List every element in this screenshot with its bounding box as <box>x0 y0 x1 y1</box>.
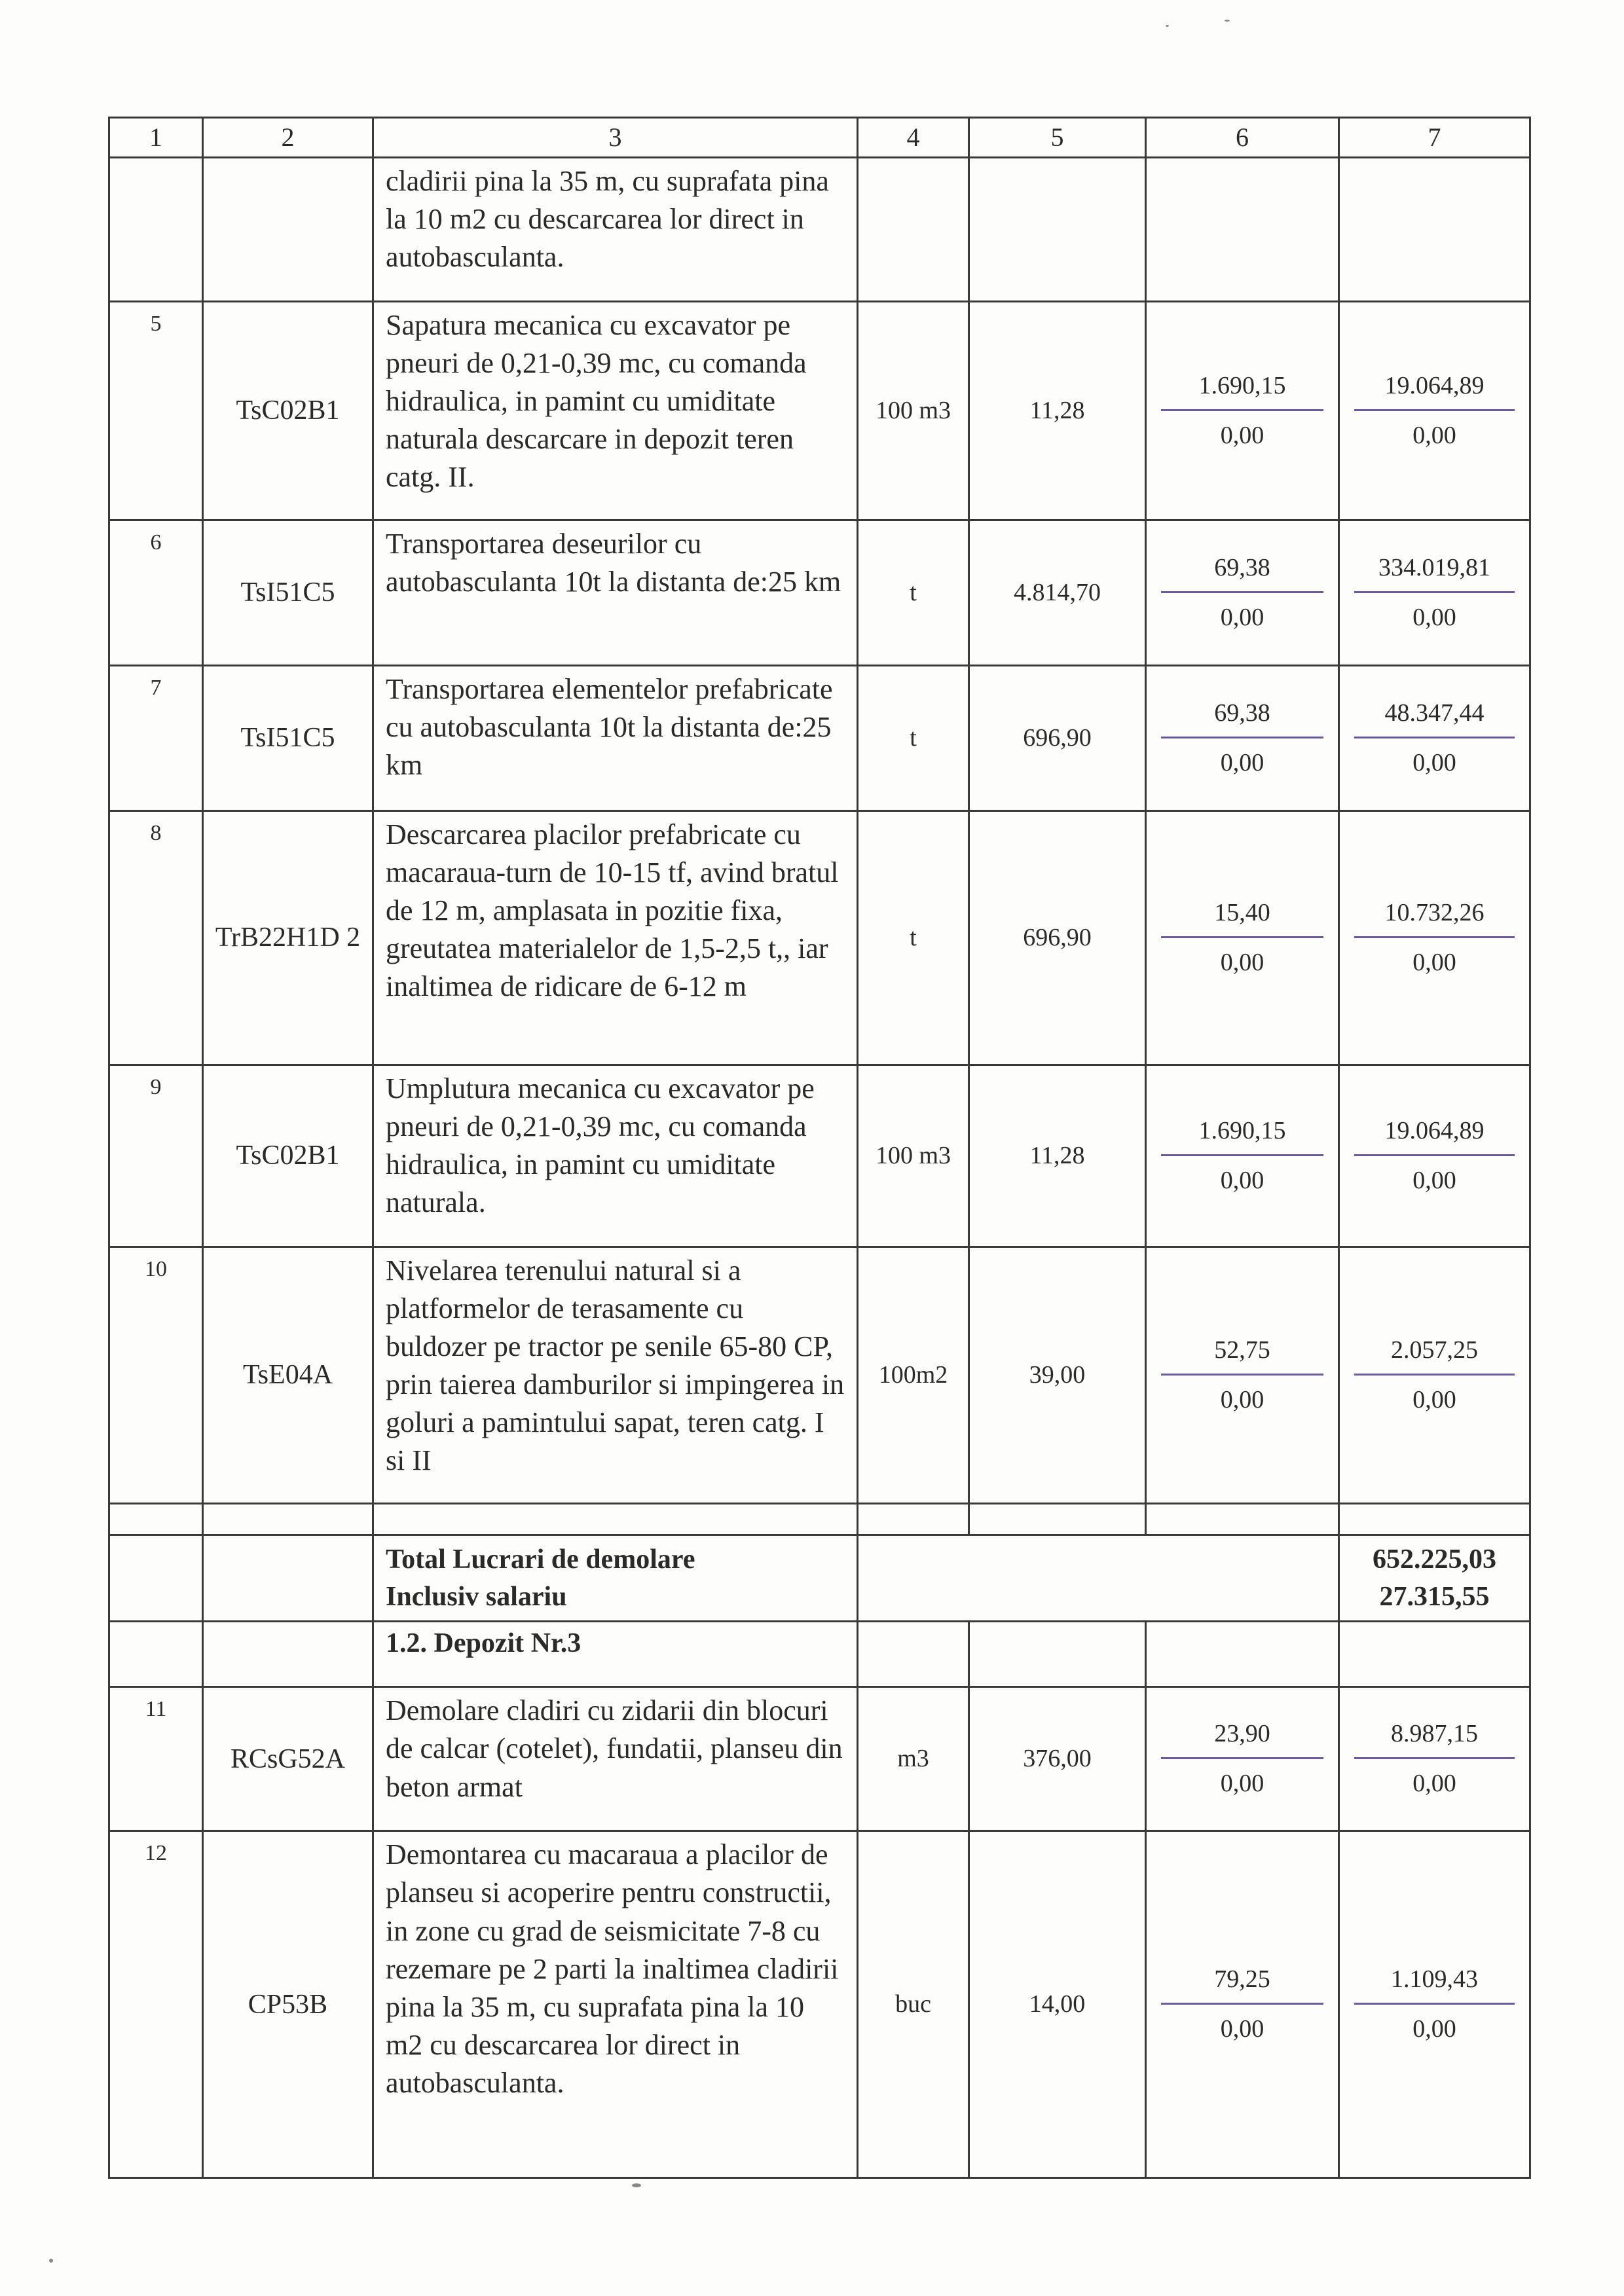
quantity: 14,00 <box>969 1831 1146 2178</box>
row-total: 8.987,15 <box>1391 1720 1478 1748</box>
spacer-row <box>109 1504 1530 1535</box>
total-value <box>1339 1535 1530 1622</box>
unit-price <box>1146 302 1339 520</box>
work-description: Nivelarea terenului natural si a platformelor de terasamente cu buldozer pe tractor pe senile 65-80 CP, prin taierea damburilor si impingerea in goluri a pamintului sapat, teren catg. I si II <box>373 1247 858 1504</box>
total-value-1: 652.225,03 <box>1373 1544 1496 1575</box>
quantity: 4.814,70 <box>969 520 1146 666</box>
item-number: 6 <box>109 520 203 666</box>
item-number: 10 <box>109 1247 203 1504</box>
work-description: Umplutura mecanica cu excavator pe pneuri de 0,21-0,39 mc, cu comanda hidraulica, in pamint cu umiditate naturala. <box>373 1065 858 1247</box>
unit-of-measure: t <box>858 811 969 1065</box>
col-header-2: 2 <box>203 118 373 158</box>
item-number: 8 <box>109 811 203 1065</box>
scan-speck <box>1225 20 1230 22</box>
row-total: 48.347,44 <box>1384 699 1485 727</box>
table-row <box>109 811 1530 1065</box>
row-total-salary: 0,00 <box>1412 2015 1456 2043</box>
item-number: 5 <box>109 302 203 520</box>
col-header-1: 1 <box>109 118 203 158</box>
continuation-row <box>109 158 1530 302</box>
unit-price-total: 1.690,15 <box>1198 371 1286 399</box>
total-value-cell <box>1339 1831 1530 2178</box>
col-header-5: 5 <box>969 118 1146 158</box>
work-description: Demontarea cu macaraua a placilor de planseu si acoperire pentru constructii, in zone cu grad de seismicitate 7-8 cu rezemare pe 2 parti la inaltimea cladirii pina la 35 m, cu suprafata pina la 10 m2 cu descarcarea lor direct in autobasculanta. <box>373 1831 858 2178</box>
norm-code: TsI51C5 <box>203 666 373 811</box>
unit-of-measure: 100m2 <box>858 1247 969 1504</box>
unit-price-salary: 0,00 <box>1220 2015 1264 2043</box>
unit-price <box>1146 520 1339 666</box>
row-total: 19.064,89 <box>1384 371 1485 399</box>
row-total: 2.057,25 <box>1391 1336 1478 1364</box>
col-header-3: 3 <box>373 118 858 158</box>
table-row <box>109 302 1530 520</box>
unit-price-total: 52,75 <box>1214 1336 1270 1364</box>
total-label-line2: Inclusiv salariu <box>386 1581 567 1612</box>
total-row <box>109 1535 1530 1622</box>
item-number: 12 <box>109 1831 203 2178</box>
unit-price-salary: 0,00 <box>1220 1770 1264 1798</box>
work-description: Transportarea elementelor prefabricate cu autobasculanta 10t la distanta de:25 km <box>373 666 858 811</box>
row-total: 1.109,43 <box>1391 1965 1478 1994</box>
unit-price-total: 15,40 <box>1214 898 1270 926</box>
unit-price-salary: 0,00 <box>1220 604 1264 631</box>
unit-of-measure: buc <box>858 1831 969 2178</box>
unit-price <box>1146 1831 1339 2178</box>
unit-price-salary: 0,00 <box>1220 749 1264 776</box>
total-value-cell <box>1339 811 1530 1065</box>
unit-price-total: 69,38 <box>1214 699 1270 727</box>
quantity: 39,00 <box>969 1247 1146 1504</box>
col-header-7: 7 <box>1339 118 1530 158</box>
quantity: 11,28 <box>969 1065 1146 1247</box>
work-description: Descarcarea placilor prefabricate cu macaraua-turn de 10-15 tf, avind bratul de 12 m, amplasata in pozitie fixa, greutatea materialelor de 1,5-2,5 t,, iar inaltimea de ridicare de 6-12 m <box>373 811 858 1065</box>
unit-of-measure: t <box>858 666 969 811</box>
row-total-salary: 0,00 <box>1412 422 1456 449</box>
section-row <box>109 1622 1530 1687</box>
table-row <box>109 520 1530 666</box>
work-description: Sapatura mecanica cu excavator pe pneuri de 0,21-0,39 mc, cu comanda hidraulica, in pamint cu umiditate naturala descarcare in depozit teren catg. II. <box>373 302 858 520</box>
unit-price <box>1146 1687 1339 1831</box>
unit-price <box>1146 666 1339 811</box>
total-value-cell <box>1339 1687 1530 1831</box>
unit-price-salary: 0,00 <box>1220 1386 1264 1413</box>
unit-price <box>1146 811 1339 1065</box>
unit-price <box>1146 1247 1339 1504</box>
unit-price-total: 69,38 <box>1214 553 1270 581</box>
norm-code: TsC02B1 <box>203 302 373 520</box>
table-row <box>109 666 1530 811</box>
unit-price-total: 1.690,15 <box>1198 1116 1286 1144</box>
table-row <box>109 1065 1530 1247</box>
unit-of-measure: t <box>858 520 969 666</box>
row-total: 10.732,26 <box>1384 898 1485 926</box>
table-row <box>109 1831 1530 2178</box>
row-total-salary: 0,00 <box>1412 1386 1456 1413</box>
row-total-salary: 0,00 <box>1412 749 1456 776</box>
continuation-text: cladirii pina la 35 m, cu suprafata pina la 10 m2 cu descarcarea lor direct in autobasculanta. <box>373 158 858 302</box>
col-header-6: 6 <box>1146 118 1339 158</box>
norm-code: TrB22H1D 2 <box>203 811 373 1065</box>
unit-price-salary: 0,00 <box>1220 949 1264 976</box>
norm-code: RCsG52A <box>203 1687 373 1831</box>
norm-code: TsI51C5 <box>203 520 373 666</box>
norm-code: CP53B <box>203 1831 373 2178</box>
quantity: 696,90 <box>969 666 1146 811</box>
item-number: 7 <box>109 666 203 811</box>
column-number-header <box>109 118 1530 158</box>
row-total-salary: 0,00 <box>1412 1770 1456 1798</box>
item-number: 9 <box>109 1065 203 1247</box>
estimate-table <box>108 117 1531 2179</box>
unit-price-salary: 0,00 <box>1220 422 1264 449</box>
work-description: Transportarea deseurilor cu autobasculanta 10t la distanta de:25 km <box>373 520 858 666</box>
quantity: 11,28 <box>969 302 1146 520</box>
total-value-cell <box>1339 520 1530 666</box>
total-label-line1: Total Lucrari de demolare <box>386 1544 695 1575</box>
quantity: 376,00 <box>969 1687 1146 1831</box>
table-row <box>109 1687 1530 1831</box>
work-description: Demolare cladiri cu zidarii din blocuri de calcar (cotelet), fundatii, planseu din beton armat <box>373 1687 858 1831</box>
row-total: 19.064,89 <box>1384 1116 1485 1144</box>
section-title: 1.2. Depozit Nr.3 <box>373 1622 858 1687</box>
table-row <box>109 1247 1530 1504</box>
total-value-2: 27.315,55 <box>1379 1581 1490 1612</box>
unit-price-total: 79,25 <box>1214 1965 1270 1994</box>
row-total: 334.019,81 <box>1378 553 1490 581</box>
scan-speck <box>1166 25 1169 27</box>
unit-of-measure: m3 <box>858 1687 969 1831</box>
row-total-salary: 0,00 <box>1412 1167 1456 1194</box>
quantity: 696,90 <box>969 811 1146 1065</box>
col-header-4: 4 <box>858 118 969 158</box>
total-value-cell <box>1339 666 1530 811</box>
total-value-cell <box>1339 1247 1530 1504</box>
unit-price-total: 23,90 <box>1214 1720 1270 1748</box>
unit-price <box>1146 1065 1339 1247</box>
norm-code: TsC02B1 <box>203 1065 373 1247</box>
row-total-salary: 0,00 <box>1412 949 1456 976</box>
total-label <box>373 1535 858 1622</box>
scan-speck <box>49 2259 53 2263</box>
total-value-cell <box>1339 1065 1530 1247</box>
total-value-cell <box>1339 302 1530 520</box>
scan-speck <box>632 2183 641 2187</box>
norm-code: TsE04A <box>203 1247 373 1504</box>
row-total-salary: 0,00 <box>1412 604 1456 631</box>
unit-price-salary: 0,00 <box>1220 1167 1264 1194</box>
item-number: 11 <box>109 1687 203 1831</box>
unit-of-measure: 100 m3 <box>858 302 969 520</box>
unit-of-measure: 100 m3 <box>858 1065 969 1247</box>
